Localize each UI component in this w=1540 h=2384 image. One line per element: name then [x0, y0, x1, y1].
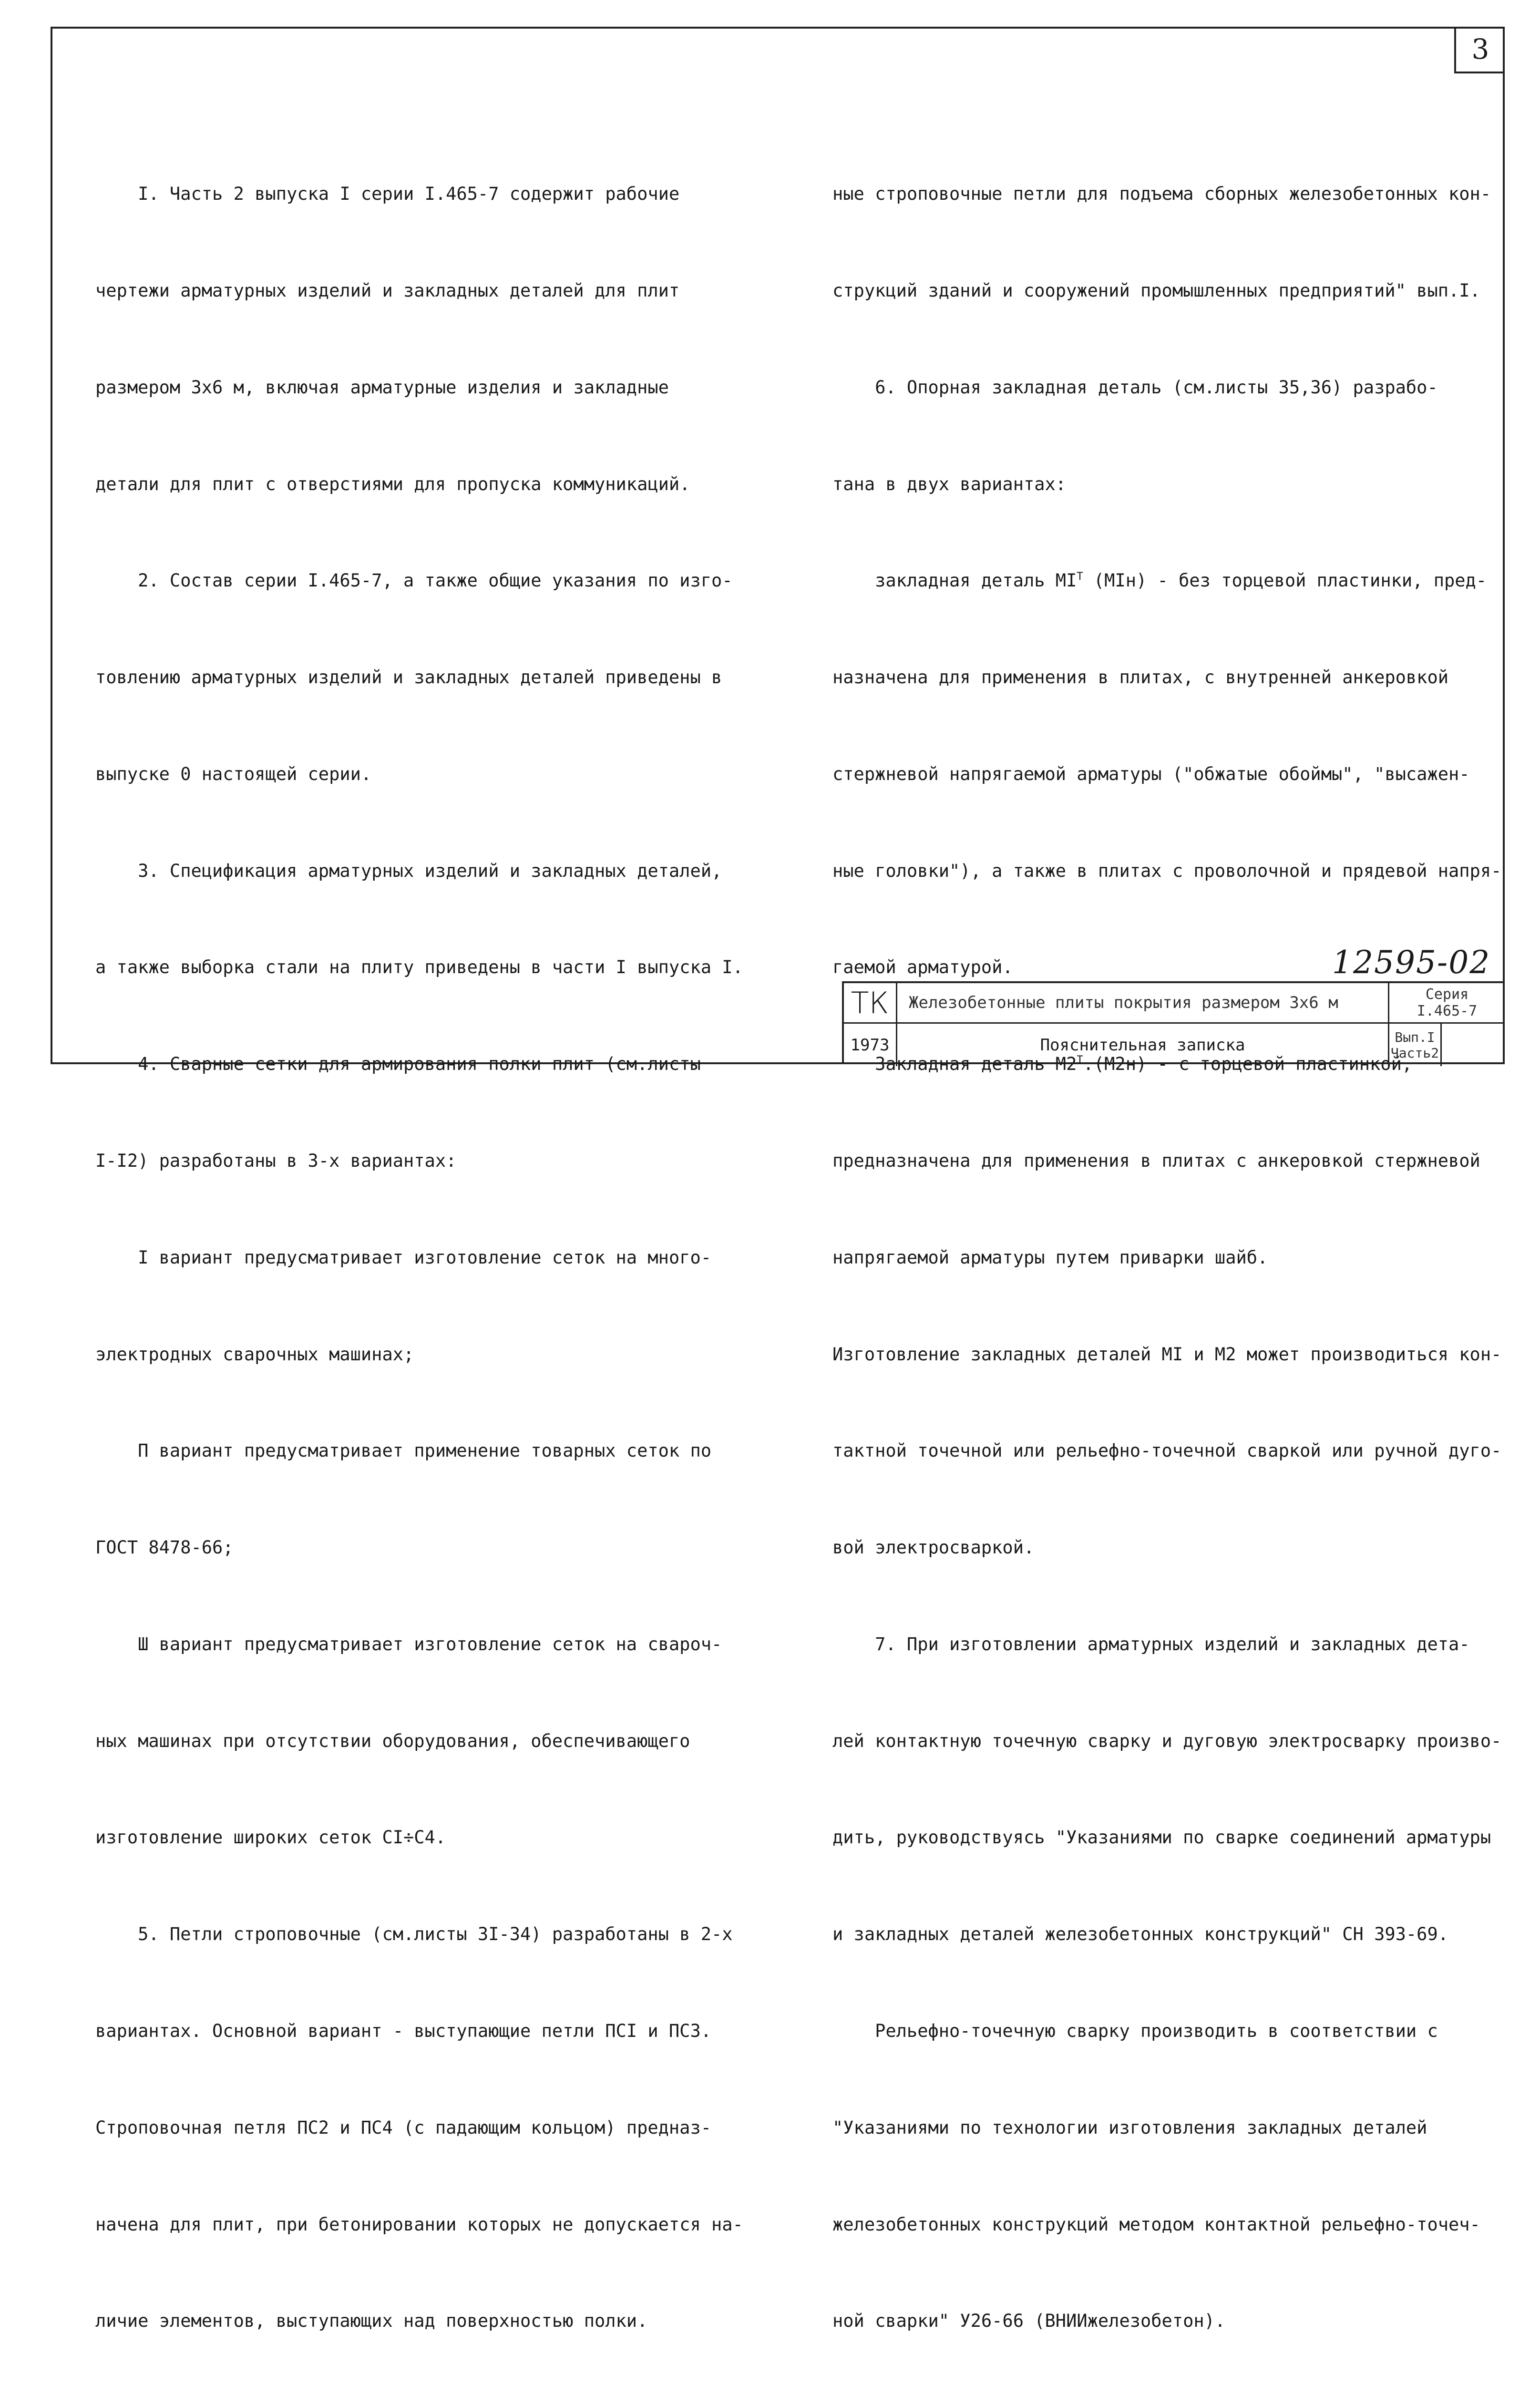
handwritten-document-number: 12595-02	[1332, 944, 1491, 981]
text-line: ные головки"), а также в плитах с проволочной и прядевой напря-	[832, 860, 1502, 881]
text-line: I-I2) разработаны в 3-х вариантах:	[95, 1151, 457, 1171]
superscript-t: Т	[1077, 571, 1083, 583]
title-block-issue	[1389, 1024, 1442, 1066]
superscript-t: Т	[1077, 1054, 1083, 1067]
text-line: 2. Состав серии I.465-7, а также общие указания по изго-	[95, 570, 733, 591]
text-line: товлению арматурных изделий и закладных деталей приведены в	[95, 667, 722, 688]
text-line: тактной точечной или рельефно-точечной сваркой или ручной дуго-	[832, 1440, 1502, 1461]
text-line: начена для плит, при бетонировании которых не допускается на-	[95, 2214, 743, 2235]
series-value: I.465-7	[1417, 1003, 1478, 1019]
text-line: изготовление широких сеток CI÷C4.	[95, 1827, 446, 1848]
text-segment: .(М2н) - с торцевой пластинкой,	[1083, 1054, 1413, 1075]
text-line: 6. Опорная закладная деталь (см.листы 35,36) разрабо-	[832, 377, 1438, 398]
text-line: ные строповочные петли для подъема сборных железобетонных кон-	[832, 184, 1491, 205]
left-text-column	[95, 113, 743, 2384]
text-line: 7. При изготовлении арматурных изделий и закладных дета-	[832, 1634, 1470, 1654]
text-line: назначена для применения в плитах, с внутренней анкеровкой	[832, 667, 1449, 688]
text-line: I. Часть 2 выпуска I серии I.465-7 содержит рабочие	[95, 184, 680, 205]
text-line: I вариант предусматривает изготовление сеток на много-	[95, 1247, 712, 1268]
text-line: Ш вариант предусматривает изготовление сеток на свароч-	[95, 1634, 722, 1654]
text-line: стержневой напрягаемой арматуры ("обжатые обоймы", "высажен-	[832, 763, 1470, 784]
text-segment: закладная деталь МI	[832, 570, 1077, 591]
text-line: Строповочная петля ПС2 и ПС4 (с падающим кольцом) предназ-	[95, 2117, 712, 2138]
text-line: 3. Спецификация арматурных изделий и закладных деталей,	[95, 860, 722, 881]
text-line: П вариант предусматривает применение товарных сеток по	[95, 1440, 712, 1461]
text-line: вариантах. Основной вариант - выступающие петли ПСI и ПС3.	[95, 2021, 712, 2042]
text-segment: Закладная деталь М2	[832, 1054, 1077, 1075]
text-line: струкций зданий и сооружений промышленных предприятий" вып.I.	[832, 280, 1480, 301]
text-line: а также выборка стали на плиту приведены в части I выпуска I.	[95, 957, 743, 978]
right-text-column	[832, 113, 1501, 2370]
text-line: "Указаниями по технологии изготовления закладных деталей	[832, 2117, 1427, 2138]
title-block-org: ТК	[844, 983, 897, 1024]
text-line: личие элементов, выступающих над поверхностью полки.	[95, 2311, 648, 2332]
text-line: Изготовление закладных деталей МI и М2 может производиться кон-	[832, 1344, 1502, 1365]
text-line: размером 3х6 м, включая арматурные изделия и закладные	[95, 377, 669, 398]
title-block-empty-cell	[1442, 1024, 1505, 1066]
text-line: напрягаемой арматуры путем приварки шайб.	[832, 1247, 1268, 1268]
text-line: выпуске 0 настоящей серии.	[95, 763, 372, 784]
title-block-year: 1973	[844, 1024, 897, 1066]
text-line: дить, руководствуясь "Указаниями по сварке соединений арматуры	[832, 1827, 1491, 1848]
text-line: предназначена для применения в плитах с анкеровкой стержневой	[832, 1151, 1480, 1171]
text-line: железобетонных конструкций методом контактной рельефно-точеч-	[832, 2214, 1480, 2235]
part-label: Часть2	[1390, 1045, 1439, 1061]
series-label: Серия	[1425, 986, 1469, 1003]
text-line: чертежи арматурных изделий и закладных деталей для плит	[95, 280, 680, 301]
page-number: 3	[1454, 27, 1505, 73]
text-line: электродных сварочных машинах;	[95, 1344, 414, 1365]
text-line: гаемой арматурой.	[832, 957, 1013, 978]
text-line: Рельефно-точечную сварку производить в соответствии с	[832, 2021, 1438, 2042]
text-line: 4. Сварные сетки для армирования полки плит (см.листы	[95, 1054, 701, 1075]
text-line: ГОСТ 8478-66;	[95, 1537, 234, 1558]
text-line: ных машинах при отсутствии оборудования, обеспечивающего	[95, 1730, 690, 1751]
issue-label: Вып.I	[1395, 1029, 1435, 1045]
text-line: тана в двух вариантах:	[832, 473, 1067, 494]
text-line: ной сварки" У26-66 (ВНИИжелезобетон).	[832, 2311, 1226, 2332]
title-block-series	[1389, 983, 1505, 1024]
text-line: вой электросваркой.	[832, 1537, 1035, 1558]
text-segment: (МIн) - без торцевой пластинки, пред-	[1083, 570, 1487, 591]
text-line	[832, 565, 1501, 597]
text-line: и закладных деталей железобетонных конструкций" СН 393-69.	[832, 1924, 1449, 1945]
text-line: 5. Петли строповочные (см.листы 3I-34) разработаны в 2-х	[95, 1924, 733, 1945]
text-line: лей контактную точечную сварку и дуговую электросварку произво-	[832, 1730, 1502, 1751]
title-block-title: Железобетонные плиты покрытия размером 3х6 м	[897, 983, 1389, 1024]
title-block-subtitle: Пояснительная записка	[897, 1024, 1389, 1066]
text-line: детали для плит с отверстиями для пропуска коммуникаций.	[95, 473, 690, 494]
